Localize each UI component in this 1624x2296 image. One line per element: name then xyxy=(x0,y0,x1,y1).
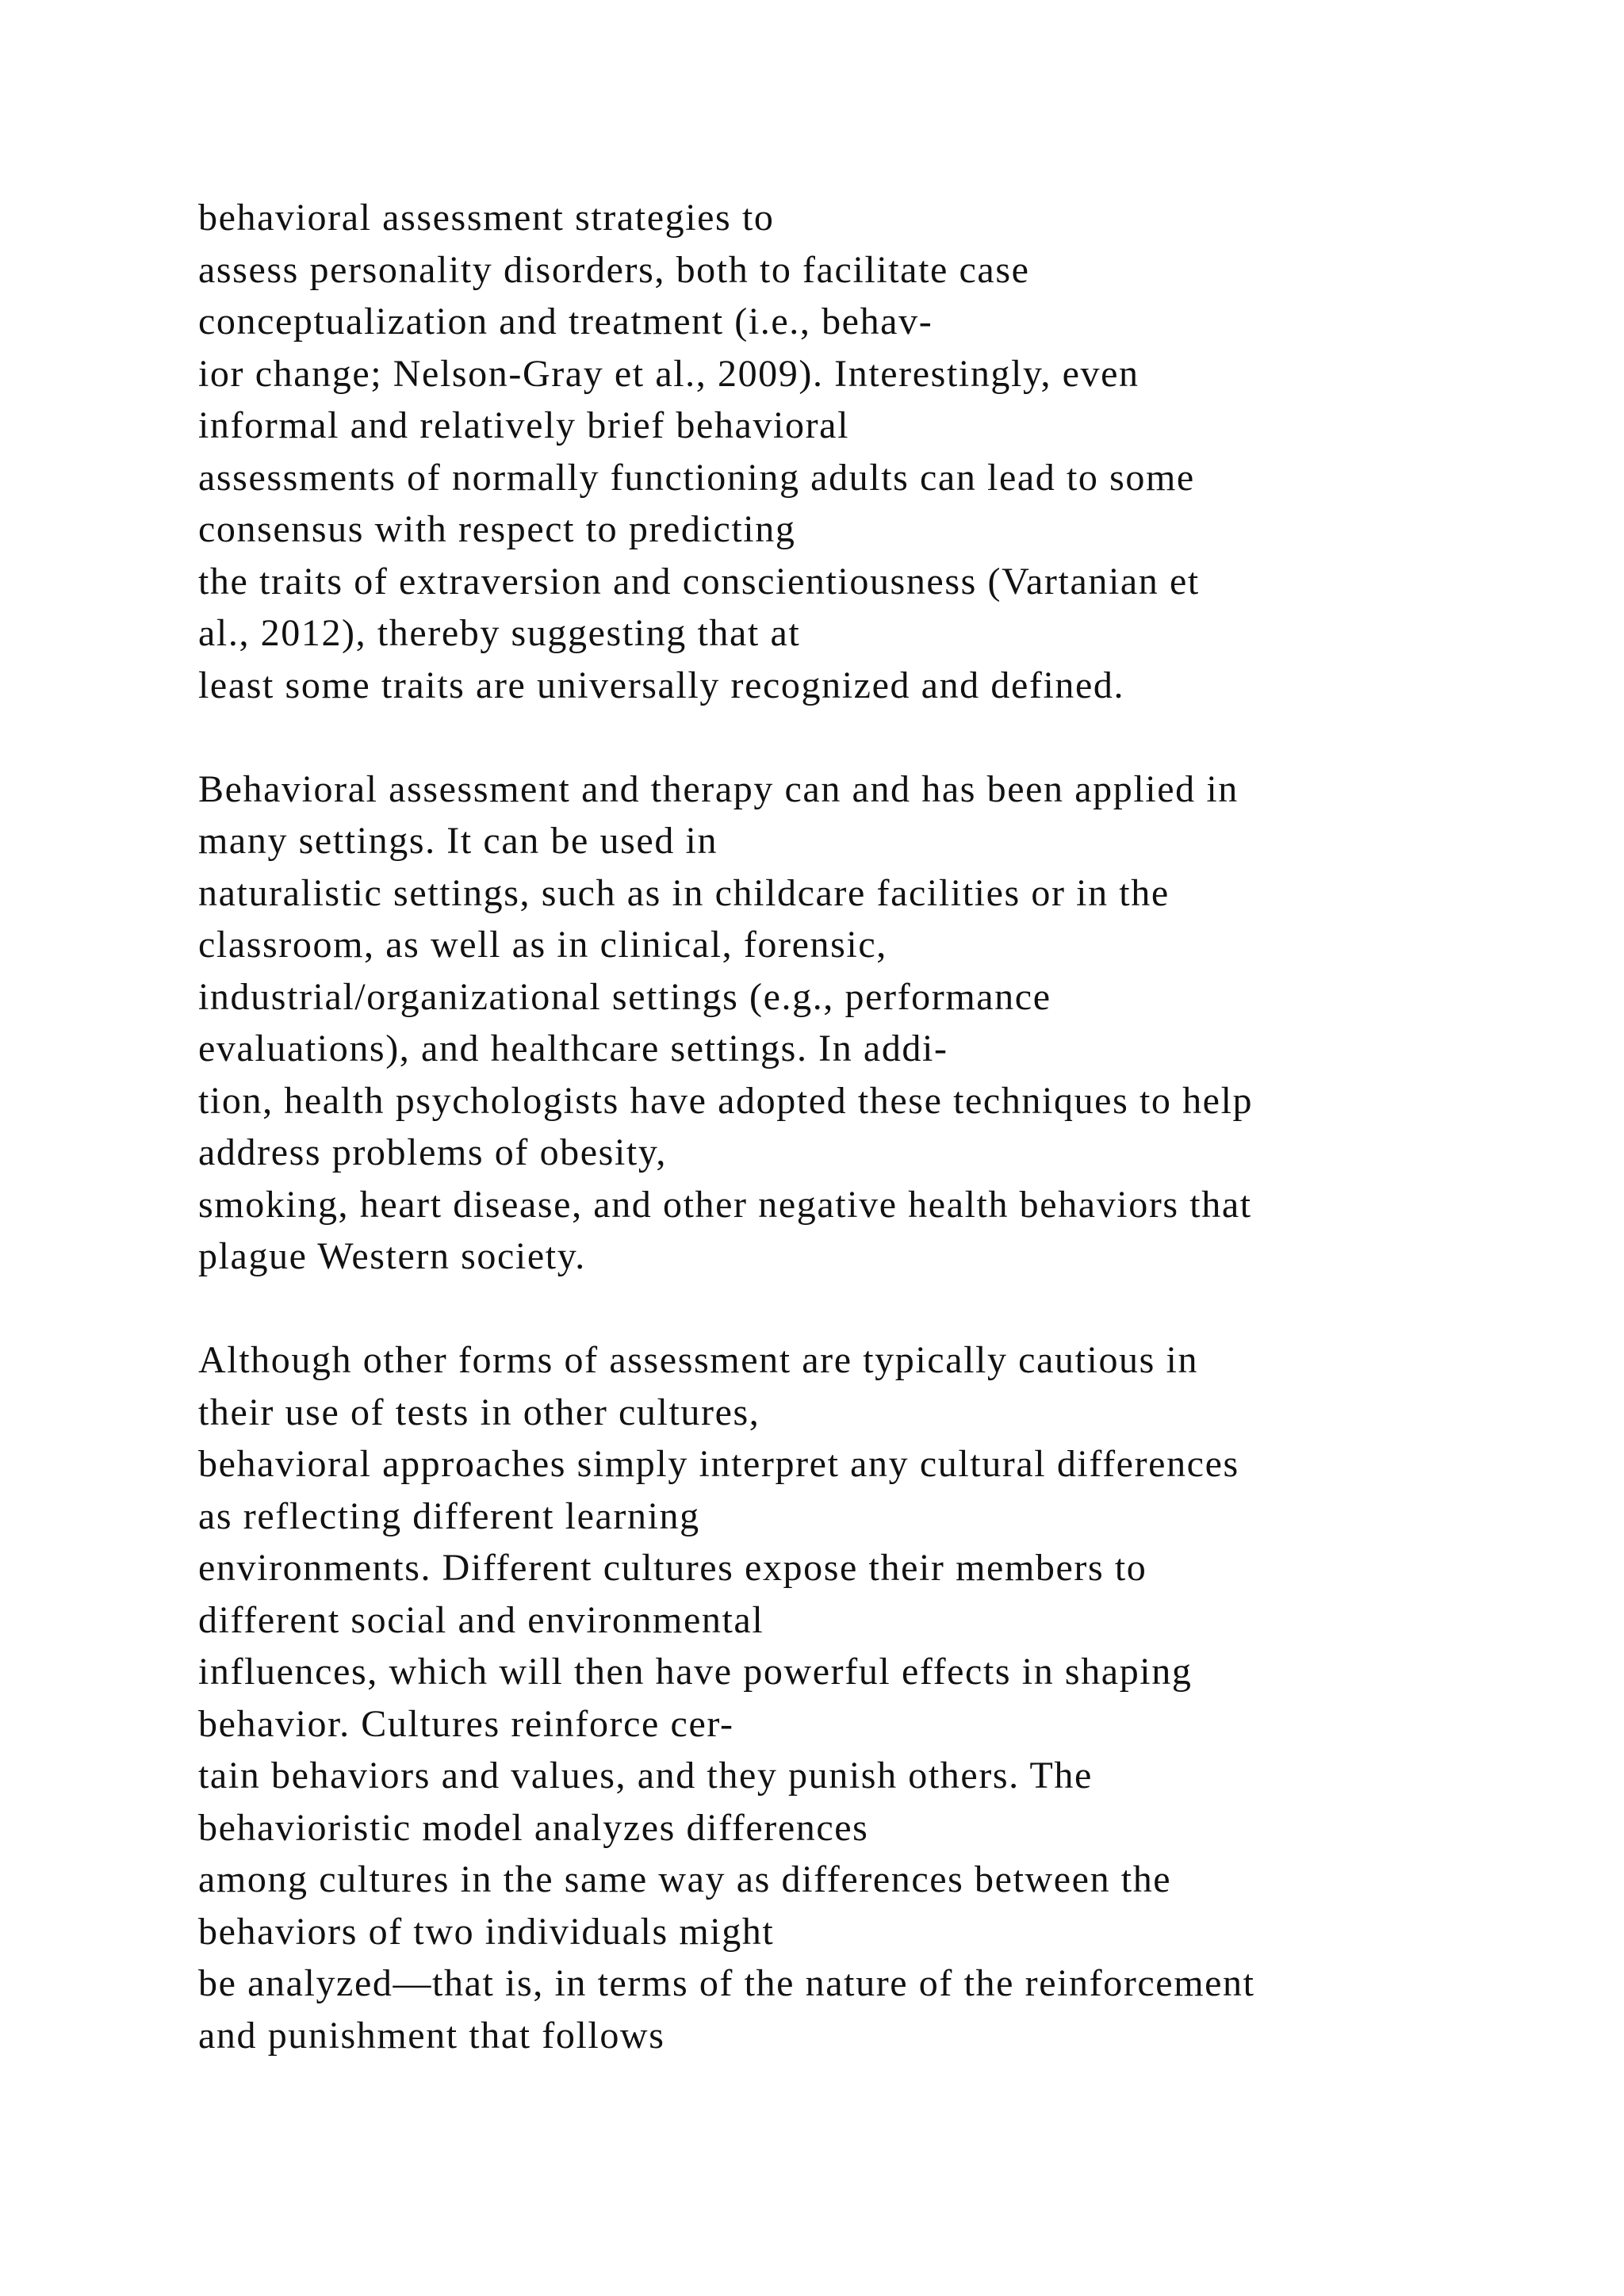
paragraph-2-line: many settings. It can be used in xyxy=(198,820,718,862)
paragraph-2-line: classroom, as well as in clinical, forensic, xyxy=(198,924,887,966)
paragraph-3-line: among cultures in the same way as differences between the xyxy=(198,1858,1172,1900)
paragraph-1-line: least some traits are universally recognized and defined. xyxy=(198,664,1125,706)
paragraph-1-line: assessments of normally functioning adults can lead to some xyxy=(198,456,1195,499)
paragraph-1-line: informal and relatively brief behavioral xyxy=(198,404,850,446)
paragraph-3-line: behavioral approaches simply interpret any cultural differences xyxy=(198,1443,1239,1485)
paragraph-1-line: behavioral assessment strategies to xyxy=(198,197,775,239)
paragraph-1-line: ior change; Nelson-Gray et al., 2009). Interestingly, even xyxy=(198,352,1139,395)
paragraph-3-line: Although other forms of assessment are typically cautious in xyxy=(198,1339,1199,1381)
paragraph-2-line: tion, health psychologists have adopted these techniques to help xyxy=(198,1079,1254,1122)
paragraph-3 xyxy=(198,1334,1562,2061)
paragraph-2-line: smoking, heart disease, and other negative health behaviors that xyxy=(198,1183,1252,1226)
paragraph-3-line: be analyzed—that is, in terms of the nature of the reinforcement xyxy=(198,1962,1255,2004)
paragraph-2-line: address problems of obesity, xyxy=(198,1131,667,1173)
paragraph-3-line: and punishment that follows xyxy=(198,2014,665,2057)
paragraph-1-line: assess personality disorders, both to facilitate case xyxy=(198,248,1030,291)
paragraph-2-line: evaluations), and healthcare settings. In addi- xyxy=(198,1027,948,1070)
paragraph-3-line: behavior. Cultures reinforce cer- xyxy=(198,1702,734,1745)
paragraph-2-line: plague Western society. xyxy=(198,1235,586,1277)
paragraph-3-line: behaviors of two individuals might xyxy=(198,1910,775,1953)
paragraph-3-line: as reflecting different learning xyxy=(198,1494,700,1537)
paragraph-3-line: their use of tests in other cultures, xyxy=(198,1391,760,1433)
paragraph-2-line: industrial/organizational settings (e.g., performance xyxy=(198,975,1051,1018)
paragraph-2-line: Behavioral assessment and therapy can and has been applied in xyxy=(198,767,1239,810)
paragraph-3-line: environments. Different cultures expose their members to xyxy=(198,1547,1147,1589)
paragraph-1-line: conceptualization and treatment (i.e., behav- xyxy=(198,300,933,342)
paragraph-2-line: naturalistic settings, such as in childcare facilities or in the xyxy=(198,871,1170,914)
document-text-body xyxy=(198,192,1562,2061)
paragraph-1-line: al., 2012), thereby suggesting that at xyxy=(198,612,801,654)
paragraph-2 xyxy=(198,763,1562,1283)
paragraph-3-line: influences, which will then have powerful effects in shaping xyxy=(198,1651,1193,1693)
paragraph-1-line: consensus with respect to predicting xyxy=(198,508,796,550)
paragraph-1-line: the traits of extraversion and conscientiousness (Vartanian et xyxy=(198,560,1200,603)
paragraph-1 xyxy=(198,192,1562,711)
paragraph-3-line: tain behaviors and values, and they punish others. The xyxy=(198,1755,1093,1797)
paragraph-3-line: behavioristic model analyzes differences xyxy=(198,1806,869,1849)
paragraph-3-line: different social and environmental xyxy=(198,1598,764,1641)
